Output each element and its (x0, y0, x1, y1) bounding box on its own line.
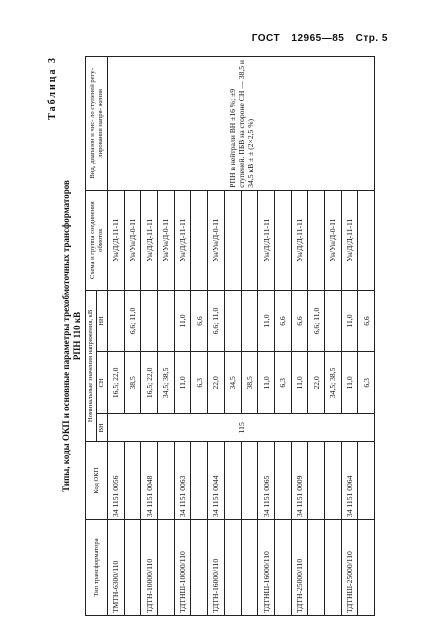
cell-okp (158, 442, 175, 520)
cell-okp: 34 1151 0064 (341, 442, 358, 520)
cell-okp: 34 1151 0063 (174, 442, 191, 520)
cell-sn: 34,5; 38,5 (158, 352, 175, 414)
cell-scheme: Ун/Д/Д-11-11 (291, 190, 308, 290)
cell-okp: 34 1151 0048 (141, 442, 158, 520)
cell-scheme (224, 190, 241, 290)
cell-scheme: Ун/Д/Д-11-11 (108, 190, 125, 290)
cell-okp: 34 1151 0009 (291, 442, 308, 520)
cell-sn: 11,0 (291, 352, 308, 414)
header-sn: СН (97, 352, 108, 414)
cell-okp (124, 442, 141, 520)
cell-type: ТДТНШ-16000/110 (258, 520, 275, 616)
cell-nn: 6,6 (291, 290, 308, 352)
cell-okp (274, 442, 291, 520)
cell-type: ТДТН-10000/110 (141, 520, 158, 616)
cell-type (274, 520, 291, 616)
caption-line-1: Типы, коды ОКП и основные параметры трехобмоточных трансформаторов (61, 180, 71, 492)
cell-type: ТДТНШ-10000/110 (174, 520, 191, 616)
cell-okp: 34 1151 0065 (258, 442, 275, 520)
cell-type: ТДТН-16000/110 (208, 520, 225, 616)
cell-scheme (241, 190, 258, 290)
page-number: Стр. 5 (355, 33, 388, 44)
cell-sn: 34,5; 38,5 (324, 352, 341, 414)
cell-nn: 6,6 (191, 290, 208, 352)
cell-okp (308, 442, 325, 520)
cell-sn: 38,5 (124, 352, 141, 414)
gost-label: ГОСТ (251, 33, 281, 44)
cell-sn: 11,0 (258, 352, 275, 414)
cell-nn (241, 290, 258, 352)
parameters-table (85, 56, 375, 616)
cell-scheme: Ун/Ун/Д-0-11 (208, 190, 225, 290)
cell-type (241, 520, 258, 616)
cell-okp (191, 442, 208, 520)
cell-nn (324, 290, 341, 352)
cell-sn: 6,3 (191, 352, 208, 414)
header-okp: Код ОКП (86, 442, 108, 520)
cell-type (158, 520, 175, 616)
table-label: Таблица 3 (47, 56, 58, 120)
cell-vn: 115 (108, 414, 375, 442)
cell-nn (141, 290, 158, 352)
caption-line-2: РПН 110 кВ (72, 311, 82, 361)
cell-sn: 6,3 (358, 352, 375, 414)
cell-sn: 22,0 (308, 352, 325, 414)
cell-type (308, 520, 325, 616)
cell-sn: 22,0 (208, 352, 225, 414)
cell-type: ТМТН-6300/110 (108, 520, 125, 616)
header-scheme: Схема и группа соединения обмоток (86, 190, 108, 290)
cell-nn: 11,0 (174, 290, 191, 352)
table-row (108, 57, 125, 616)
cell-scheme: Ун/Д/Д-11-11 (258, 190, 275, 290)
cell-scheme: Ун/Ун/Д-0-11 (158, 190, 175, 290)
cell-nn: 6,6; 11,0 (208, 290, 225, 352)
cell-nn: 11,0 (341, 290, 358, 352)
cell-nn: 6,6; 11,0 (308, 290, 325, 352)
cell-okp: 34 1151 0044 (208, 442, 225, 520)
cell-scheme (274, 190, 291, 290)
header-regulation: Вид, диапазон и чис- ло ступеней регу- лирования напря- жения (86, 57, 108, 191)
cell-okp: 34 1151 0056 (108, 442, 125, 520)
cell-nn: 6,6 (274, 290, 291, 352)
cell-sn: 16,5; 22,0 (141, 352, 158, 414)
standard-number: 12965—85 (291, 33, 345, 44)
cell-type (124, 520, 141, 616)
cell-nn: 6,6 (358, 290, 375, 352)
header-nn: НН (97, 290, 108, 352)
cell-okp (241, 442, 258, 520)
header-type: Тип трансформатора (86, 520, 108, 616)
page-header (244, 33, 388, 44)
cell-nn (108, 290, 125, 352)
cell-scheme: Ун/Д/Д-11-11 (341, 190, 358, 290)
cell-type (358, 520, 375, 616)
cell-sn: 6,3 (274, 352, 291, 414)
cell-type: ТДТНШ-25000/110 (341, 520, 358, 616)
cell-scheme (308, 190, 325, 290)
cell-okp (358, 442, 375, 520)
cell-sn: 11,0 (174, 352, 191, 414)
cell-okp (224, 442, 241, 520)
rotated-table-block (47, 56, 377, 616)
cell-regulation: РПН в нейтрали ВН ±16 %; ±9 ступеней. ПБВ на стороне СН — 38,5 и 34,5 кВ ± ± (2×2,5 %) (108, 57, 375, 191)
table-caption (61, 56, 83, 616)
cell-scheme: Ун/Д/Д-11-11 (141, 190, 158, 290)
cell-sn: 38,5 (241, 352, 258, 414)
cell-scheme (358, 190, 375, 290)
cell-nn: 6,6; 11,0 (124, 290, 141, 352)
cell-scheme: Ун/Ун/Д-0-11 (124, 190, 141, 290)
cell-sn: 34,5 (224, 352, 241, 414)
cell-nn: 11,0 (258, 290, 275, 352)
cell-sn: 16,5; 22,0 (108, 352, 125, 414)
cell-scheme (191, 190, 208, 290)
table-body (108, 57, 375, 616)
header-voltage-group: Номинальные значения напряжения, кВ (86, 290, 97, 442)
header-vn: ВН (97, 414, 108, 442)
cell-nn (158, 290, 175, 352)
cell-sn: 11,0 (341, 352, 358, 414)
cell-okp (324, 442, 341, 520)
cell-type (324, 520, 341, 616)
cell-type (224, 520, 241, 616)
cell-scheme: Ун/Ун/Д-0-11 (324, 190, 341, 290)
cell-type (191, 520, 208, 616)
cell-scheme: Ун/Д/Д-11-11 (174, 190, 191, 290)
cell-nn (224, 290, 241, 352)
cell-type: ТДТН-25000/110 (291, 520, 308, 616)
